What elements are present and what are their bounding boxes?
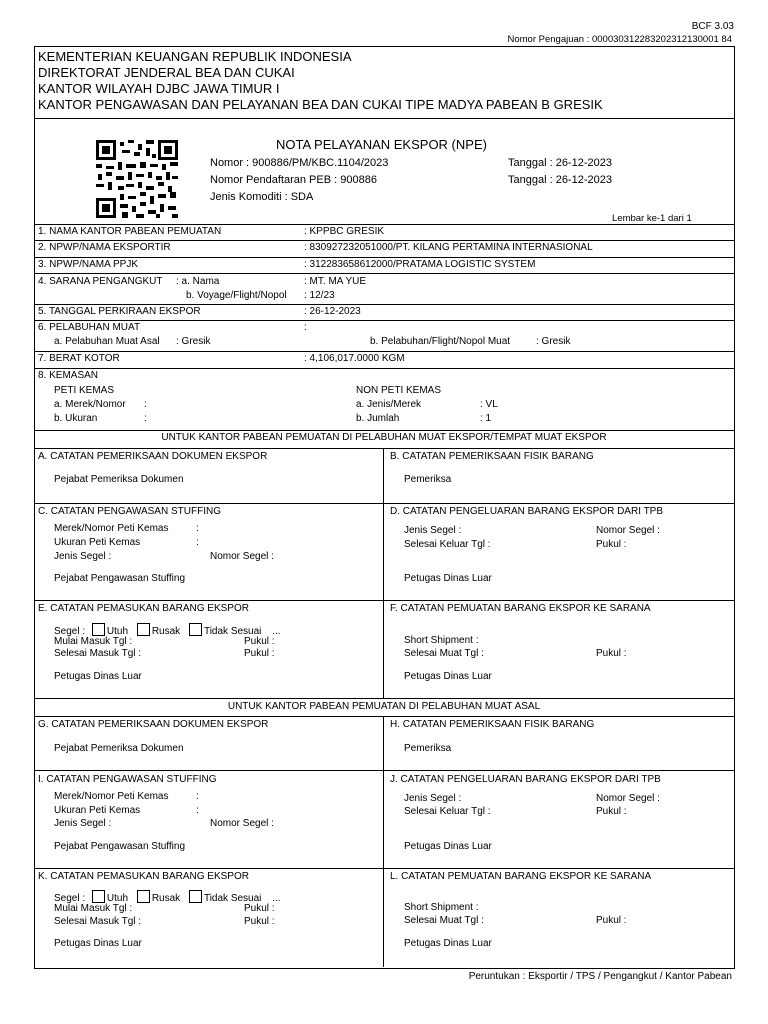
row8-label: 8. KEMASAN — [38, 370, 99, 381]
sheet-count: Lembar ke-1 dari 1 — [612, 213, 692, 224]
box-e-segel — [54, 623, 281, 637]
box-i-ukuran-value: : — [196, 805, 199, 816]
box-i-jenis-segel: Jenis Segel : — [54, 818, 112, 829]
row6-b-value: : Gresik — [536, 336, 571, 347]
row2-value: : 830927232051000/PT. KILANG PERTAMINA INTERNASIONAL — [304, 242, 593, 253]
box-k-pukul-1: Pukul : — [244, 903, 275, 914]
document-title: NOTA PELAYANAN EKSPOR (NPE) — [276, 137, 487, 152]
box-e-title: E. CATATAN PEMASUKAN BARANG EKSPOR — [38, 603, 249, 614]
box-d-jenis-segel: Jenis Segel : — [404, 525, 462, 536]
box-e-mulai-masuk: Mulai Masuk Tgl : — [54, 636, 133, 647]
rusak-label-2: Rusak — [151, 893, 181, 904]
row3-label: 3. NPWP/NAMA PPJK — [38, 259, 139, 270]
row1-label: 1. NAMA KANTOR PABEAN PEMUATAN — [38, 226, 222, 237]
rusak-checkbox-2[interactable] — [137, 890, 150, 903]
row6-colon: : — [304, 322, 307, 333]
box-a-title: A. CATATAN PEMERIKSAAN DOKUMEN EKSPOR — [38, 451, 268, 462]
box-b-signer: Pemeriksa — [404, 474, 452, 485]
box-d-title: D. CATATAN PENGELUARAN BARANG EKSPOR DARI TPB — [390, 506, 664, 517]
box-l-pukul: Pukul : — [596, 915, 627, 926]
box-l-short-shipment: Short Shipment : — [404, 902, 479, 913]
peb-date: Tanggal : 26-12-2023 — [508, 174, 612, 186]
box-l-selesai-muat: Selesai Muat Tgl : — [404, 915, 484, 926]
footer-distribution: Peruntukan : Eksportir / TPS / Pengangkut / Kantor Pabean — [468, 971, 732, 982]
row1-value: : KPPBC GRESIK — [304, 226, 385, 237]
npe-number: Nomor : 900886/PM/KBC.1104/2023 — [210, 157, 389, 169]
header-line-4: KANTOR PENGAWASAN DAN PELAYANAN BEA DAN CUKAI TIPE MADYA PABEAN B GRESIK — [38, 97, 603, 112]
qr-code-icon — [96, 140, 178, 218]
tidak-sesuai-dots: ... — [272, 626, 281, 637]
box-c-title: C. CATATAN PENGAWASAN STUFFING — [38, 506, 221, 517]
section-muat-asal: UNTUK KANTOR PABEAN PEMUATAN DI PELABUHAN MUAT ASAL — [227, 701, 541, 712]
submission-number: Nomor Pengajuan : 000030312283202312130001 84 — [507, 34, 732, 45]
tidak-sesuai-checkbox[interactable] — [189, 623, 202, 636]
row4-b-label: b. Voyage/Flight/Nopol — [186, 290, 287, 301]
jumlah-label: b. Jumlah — [356, 413, 400, 424]
box-d-nomor-segel: Nomor Segel : — [596, 525, 660, 536]
row4-b-value: : 12/23 — [304, 290, 335, 301]
box-j-signer: Petugas Dinas Luar — [404, 841, 492, 852]
rusak-label: Rusak — [151, 626, 181, 637]
row4-a-label: : a. Nama — [176, 276, 220, 287]
box-d-signer: Petugas Dinas Luar — [404, 573, 492, 584]
section-muat-ekspor: UNTUK KANTOR PABEAN PEMUATAN DI PELABUHAN MUAT EKSPOR/TEMPAT MUAT EKSPOR — [161, 432, 607, 443]
peti-kemas-label: PETI KEMAS — [54, 385, 115, 396]
box-j-selesai-keluar: Selesai Keluar Tgl : — [404, 806, 491, 817]
tidak-sesuai-checkbox-2[interactable] — [189, 890, 202, 903]
utuh-checkbox-2[interactable] — [92, 890, 105, 903]
rusak-checkbox[interactable] — [137, 623, 150, 636]
row4-a-value: : MT. MA YUE — [304, 276, 367, 287]
ukuran-value: : — [144, 413, 147, 424]
form-code: BCF 3.03 — [691, 21, 734, 32]
row7-label: 7. BERAT KOTOR — [38, 353, 120, 364]
box-b-title: B. CATATAN PEMERIKSAAN FISIK BARANG — [390, 451, 594, 462]
box-i-title: I. CATATAN PENGAWASAN STUFFING — [38, 774, 217, 785]
box-k-selesai-masuk: Selesai Masuk Tgl : — [54, 916, 142, 927]
box-c-nomor-segel: Nomor Segel : — [210, 551, 274, 562]
tidak-sesuai-label-2: Tidak Sesuai — [203, 893, 262, 904]
box-j-pukul: Pukul : — [596, 806, 627, 817]
box-g-title: G. CATATAN PEMERIKSAAN DOKUMEN EKSPOR — [38, 719, 269, 730]
row5-value: : 26-12-2023 — [304, 306, 361, 317]
box-i-ukuran-label: Ukuran Peti Kemas — [54, 805, 141, 816]
box-d-pukul: Pukul : — [596, 539, 627, 550]
box-c-jenis-segel: Jenis Segel : — [54, 551, 112, 562]
box-e-segel-label: Segel : — [54, 626, 86, 637]
box-l-signer: Petugas Dinas Luar — [404, 938, 492, 949]
utuh-label: Utuh — [106, 626, 129, 637]
box-a-signer: Pejabat Pemeriksa Dokumen — [54, 474, 184, 485]
box-c-merek-value: : — [196, 523, 199, 534]
row3-value: : 312283658612000/PRATAMA LOGISTIC SYSTEM — [304, 259, 536, 270]
merek-nomor-label: a. Merek/Nomor — [54, 399, 126, 410]
non-peti-kemas-label: NON PETI KEMAS — [356, 385, 442, 396]
row4-label: 4. SARANA PENGANGKUT — [38, 276, 163, 287]
merek-nomor-value: : — [144, 399, 147, 410]
header-line-2: DIREKTORAT JENDERAL BEA DAN CUKAI — [38, 65, 295, 80]
box-l-title: L. CATATAN PEMUATAN BARANG EKSPOR KE SARANA — [390, 871, 652, 882]
npe-date: Tanggal : 26-12-2023 — [508, 157, 612, 169]
ukuran-label: b. Ukuran — [54, 413, 98, 424]
box-k-signer: Petugas Dinas Luar — [54, 938, 142, 949]
box-f-short-shipment: Short Shipment : — [404, 635, 479, 646]
box-f-selesai-muat: Selesai Muat Tgl : — [404, 648, 484, 659]
box-f-title: F. CATATAN PEMUATAN BARANG EKSPOR KE SARANA — [390, 603, 651, 614]
box-c-ukuran-label: Ukuran Peti Kemas — [54, 537, 141, 548]
box-k-pukul-2: Pukul : — [244, 916, 275, 927]
box-e-selesai-masuk: Selesai Masuk Tgl : — [54, 648, 142, 659]
jenis-merek-label: a. Jenis/Merek — [356, 399, 422, 410]
box-d-selesai-keluar: Selesai Keluar Tgl : — [404, 539, 491, 550]
header-line-3: KANTOR WILAYAH DJBC JAWA TIMUR I — [38, 81, 280, 96]
row6-a-label: a. Pelabuhan Muat Asal — [54, 336, 160, 347]
box-i-nomor-segel: Nomor Segel : — [210, 818, 274, 829]
box-j-title: J. CATATAN PENGELUARAN BARANG EKSPOR DARI TPB — [390, 774, 661, 785]
box-c-signer: Pejabat Pengawasan Stuffing — [54, 573, 186, 584]
row6-label: 6. PELABUHAN MUAT — [38, 322, 141, 333]
box-h-signer: Pemeriksa — [404, 743, 452, 754]
box-h-title: H. CATATAN PEMERIKSAAN FISIK BARANG — [390, 719, 595, 730]
box-e-pukul-1: Pukul : — [244, 636, 275, 647]
utuh-checkbox[interactable] — [92, 623, 105, 636]
row2-label: 2. NPWP/NAMA EKSPORTIR — [38, 242, 171, 253]
box-k-segel-label: Segel : — [54, 893, 86, 904]
row7-value: : 4,106,017.0000 KGM — [304, 353, 405, 364]
header-line-1: KEMENTERIAN KEUANGAN REPUBLIK INDONESIA — [38, 49, 352, 64]
box-i-merek-label: Merek/Nomor Peti Kemas — [54, 791, 169, 802]
box-e-pukul-2: Pukul : — [244, 648, 275, 659]
box-k-mulai-masuk: Mulai Masuk Tgl : — [54, 903, 133, 914]
tidak-sesuai-label: Tidak Sesuai — [203, 626, 262, 637]
box-j-jenis-segel: Jenis Segel : — [404, 793, 462, 804]
box-f-pukul: Pukul : — [596, 648, 627, 659]
box-g-signer: Pejabat Pemeriksa Dokumen — [54, 743, 184, 754]
row6-b-label: b. Pelabuhan/Flight/Nopol Muat — [370, 336, 511, 347]
jumlah-value: : 1 — [480, 413, 492, 424]
jenis-merek-value: : VL — [480, 399, 498, 410]
row5-label: 5. TANGGAL PERKIRAAN EKSPOR — [38, 306, 201, 317]
box-k-title: K. CATATAN PEMASUKAN BARANG EKSPOR — [38, 871, 249, 882]
box-f-signer: Petugas Dinas Luar — [404, 671, 492, 682]
box-c-ukuran-value: : — [196, 537, 199, 548]
utuh-label-2: Utuh — [106, 893, 129, 904]
box-i-signer: Pejabat Pengawasan Stuffing — [54, 841, 186, 852]
commodity-type: Jenis Komoditi : SDA — [210, 191, 314, 203]
box-i-merek-value: : — [196, 791, 199, 802]
box-j-nomor-segel: Nomor Segel : — [596, 793, 660, 804]
box-k-segel — [54, 890, 281, 904]
box-c-merek-label: Merek/Nomor Peti Kemas — [54, 523, 169, 534]
row6-a-value: : Gresik — [176, 336, 211, 347]
box-e-signer: Petugas Dinas Luar — [54, 671, 142, 682]
peb-number: Nomor Pendaftaran PEB : 900886 — [210, 174, 377, 186]
tidak-sesuai-dots-2: ... — [272, 893, 281, 904]
